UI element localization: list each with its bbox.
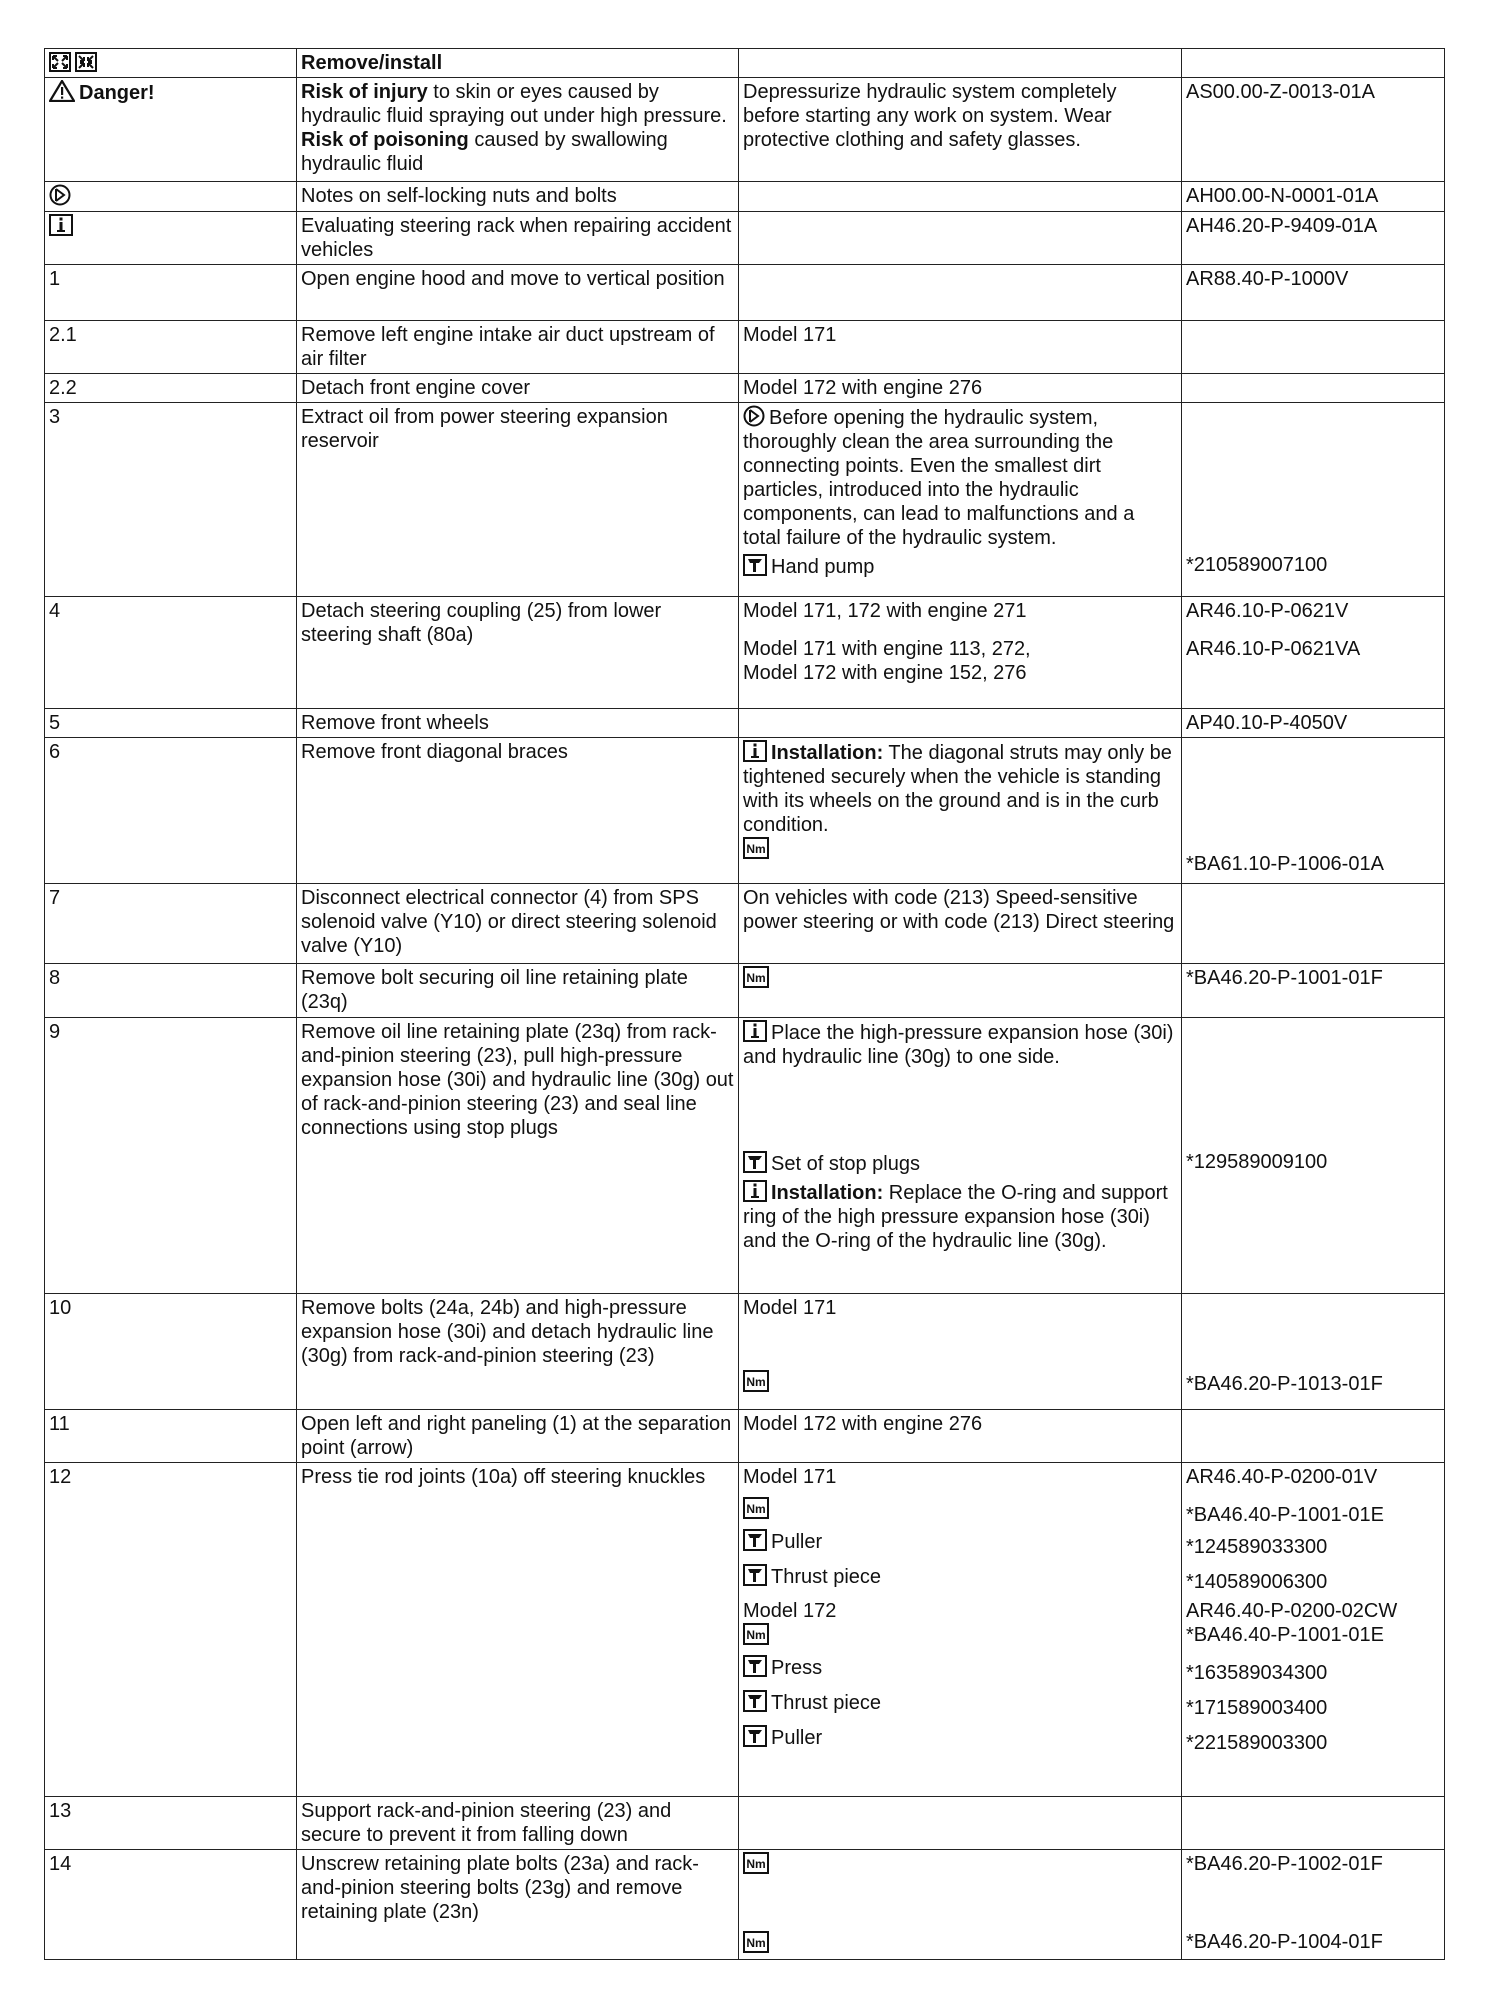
- info-icon: [743, 1020, 767, 1042]
- torque-ref: *BA46.20-P-1013-01F: [1186, 1373, 1383, 1395]
- tool-name: Puller: [771, 1727, 823, 1749]
- installation-label: Installation:: [771, 742, 884, 764]
- header-empty-3: [739, 49, 1182, 78]
- header-icons-cell: [45, 49, 297, 78]
- step-ref: [1182, 884, 1445, 964]
- ref-code: AR46.40-P-0200-02CW: [1186, 1600, 1398, 1622]
- tool-ref: *210589007100: [1186, 554, 1328, 576]
- step-ref: AP40.10-P-4050V: [1182, 709, 1445, 738]
- torque-ref: *BA46.40-P-1001-01E: [1186, 1504, 1384, 1526]
- torque-ref: *BA61.10-P-1006-01A: [1186, 853, 1384, 875]
- tool-ref: *221589003300: [1186, 1732, 1328, 1754]
- step-number: 14: [45, 1850, 297, 1960]
- warning-triangle-icon: [49, 80, 75, 102]
- tool-ref: *140589006300: [1186, 1571, 1328, 1593]
- tool-ref: *163589034300: [1186, 1662, 1328, 1684]
- step-number: 11: [45, 1410, 297, 1463]
- installation-note: The diagonal struts may only be tightened securely when the vehicle is standing with its wheels on the ground and is in the curb condition.: [743, 742, 1172, 836]
- torque-nm-icon: [743, 1497, 769, 1519]
- step-number: 3: [45, 403, 297, 597]
- step-text: Support rack-and-pinion steering (23) and secure to prevent it from falling down: [297, 1797, 739, 1850]
- info-icon: [743, 1180, 767, 1202]
- notes-ref: AH00.00-N-0001-01A: [1182, 182, 1445, 212]
- special-tool-icon: [743, 554, 767, 576]
- model-note: Model 171: [743, 1466, 837, 1488]
- special-tool-icon: [743, 1564, 767, 1586]
- header-empty-4: [1182, 49, 1445, 78]
- hydraulic-cleaning-note: Before opening the hydraulic system, thoroughly clean the area surrounding the connecting points. Even the smallest dirt particles, introduced into the hydraulic components, can lead to malfunctions and a total failure of the hydraulic system.: [743, 407, 1135, 549]
- step-number: 2.2: [45, 374, 297, 403]
- model-note: Model 172: [743, 1600, 837, 1622]
- danger-risk-cell: [297, 78, 739, 182]
- torque-ref: *BA46.20-P-1002-01F: [1186, 1853, 1383, 1875]
- info-ref: AH46.20-P-9409-01A: [1182, 212, 1445, 265]
- step-ref: [1182, 321, 1445, 374]
- expand-icon: [75, 52, 97, 72]
- nm-text: Nm: [746, 1375, 766, 1389]
- torque-nm-icon: [743, 966, 769, 988]
- step-row: [45, 1294, 1445, 1410]
- tool-name: Set of stop plugs: [771, 1153, 920, 1175]
- info-icon-cell: [45, 212, 297, 265]
- step-number: 1: [45, 265, 297, 321]
- model-note: Model 171, 172 with engine 271: [743, 600, 1027, 622]
- header-title: Remove/install: [297, 49, 739, 78]
- tool-ref: *129589009100: [1186, 1151, 1328, 1173]
- step-ref: [1182, 1294, 1445, 1410]
- ref-code: AR46.10-P-0621V: [1186, 600, 1349, 622]
- step-note: On vehicles with code (213) Speed-sensitive power steering or with code (213) Direct steering: [739, 884, 1182, 964]
- ref-code: AR46.40-P-0200-01V: [1186, 1466, 1378, 1488]
- step-row: [45, 1410, 1445, 1463]
- torque-nm-icon: [743, 837, 769, 859]
- step-note: [739, 1018, 1182, 1294]
- step-note: [739, 1850, 1182, 1960]
- step-ref: [1182, 1463, 1445, 1797]
- step-note: [739, 403, 1182, 597]
- self-locking-nut-icon: [49, 184, 71, 206]
- step-text: Press tie rod joints (10a) off steering knuckles: [297, 1463, 739, 1797]
- expand-icon: [49, 52, 71, 72]
- tool-ref: *171589003400: [1186, 1697, 1328, 1719]
- step-text: Open left and right paneling (1) at the separation point (arrow): [297, 1410, 739, 1463]
- special-tool-icon: [743, 1151, 767, 1173]
- step-note: Model 171: [739, 321, 1182, 374]
- danger-measure: Depressurize hydraulic system completely before starting any work on system. Wear protective clothing and safety glasses.: [739, 78, 1182, 182]
- info-text: Evaluating steering rack when repairing accident vehicles: [297, 212, 739, 265]
- step-row: [45, 1463, 1445, 1797]
- step-note: [739, 709, 1182, 738]
- notes-text: Notes on self-locking nuts and bolts: [297, 182, 739, 212]
- step-number: 10: [45, 1294, 297, 1410]
- step-text: Unscrew retaining plate bolts (23a) and rack-and-pinion steering bolts (23g) and remove retaining plate (23n): [297, 1850, 739, 1960]
- special-tool-icon: [743, 1690, 767, 1712]
- step-row: [45, 1797, 1445, 1850]
- step-text: Remove bolts (24a, 24b) and high-pressure expansion hose (30i) and detach hydraulic line (30g) from rack-and-pinion steering (23): [297, 1294, 739, 1410]
- step-text: Disconnect electrical connector (4) from SPS solenoid valve (Y10) or direct steering solenoid valve (Y10): [297, 884, 739, 964]
- step-ref: [1182, 597, 1445, 709]
- tool-name: Thrust piece: [771, 1566, 882, 1588]
- tool-name: Thrust piece: [771, 1692, 882, 1714]
- step-number: 9: [45, 1018, 297, 1294]
- step-note: [739, 738, 1182, 884]
- step-note: [739, 1797, 1182, 1850]
- torque-nm-icon: [743, 1370, 769, 1392]
- step-row: [45, 738, 1445, 884]
- info-icon: [743, 740, 767, 762]
- risk-injury-label: Risk of injury: [301, 81, 428, 103]
- step-ref: *BA46.20-P-1001-01F: [1182, 964, 1445, 1018]
- installation-note: Replace the O-ring and support ring of the high pressure expansion hose (30i) and the O-ring of the hydraulic line (30g).: [743, 1182, 1168, 1252]
- step-text: Detach front engine cover: [297, 374, 739, 403]
- torque-nm-icon: [743, 1931, 769, 1953]
- risk-injury-text: to skin or eyes caused by hydraulic fluid spraying out under high pressure.: [301, 81, 727, 127]
- tool-ref: *124589033300: [1186, 1536, 1328, 1558]
- special-tool-icon: [743, 1725, 767, 1747]
- step-row: [45, 265, 1445, 321]
- step-row: [45, 321, 1445, 374]
- nm-text: Nm: [746, 842, 766, 856]
- notes-empty: [739, 182, 1182, 212]
- step-row: [45, 403, 1445, 597]
- step-number: 5: [45, 709, 297, 738]
- step-number: 7: [45, 884, 297, 964]
- step-number: 2.1: [45, 321, 297, 374]
- step-row: [45, 1018, 1445, 1294]
- step-number: 4: [45, 597, 297, 709]
- tool-name: Hand pump: [771, 556, 875, 578]
- step-number: 6: [45, 738, 297, 884]
- step-ref: [1182, 1410, 1445, 1463]
- step-ref: [1182, 1018, 1445, 1294]
- step-number: 12: [45, 1463, 297, 1797]
- notes-row: [45, 182, 1445, 212]
- tool-name: Press: [771, 1657, 823, 1679]
- risk-poisoning-text: caused by swallowing hydraulic fluid: [301, 129, 668, 175]
- step-text: Remove left engine intake air duct upstream of air filter: [297, 321, 739, 374]
- ref-code: AR46.10-P-0621VA: [1186, 638, 1361, 660]
- step-ref: [1182, 403, 1445, 597]
- torque-ref: *BA46.40-P-1001-01E: [1186, 1624, 1384, 1646]
- step-ref: AR88.40-P-1000V: [1182, 265, 1445, 321]
- model-note: Model 171: [743, 1297, 837, 1319]
- step-note: Model 172 with engine 276: [739, 1410, 1182, 1463]
- step-note: [739, 265, 1182, 321]
- step-note: [739, 1294, 1182, 1410]
- step-ref: [1182, 1797, 1445, 1850]
- step-text: Remove front diagonal braces: [297, 738, 739, 884]
- installation-label: Installation:: [771, 1182, 884, 1204]
- special-tool-icon: [743, 1529, 767, 1551]
- danger-ref: AS00.00-Z-0013-01A: [1182, 78, 1445, 182]
- nm-text: Nm: [746, 971, 766, 985]
- special-tool-icon: [743, 1655, 767, 1677]
- step-text: Remove front wheels: [297, 709, 739, 738]
- step-ref: [1182, 738, 1445, 884]
- model-note: Model 172 with engine 152, 276: [743, 662, 1027, 684]
- self-locking-nut-icon: [743, 405, 765, 427]
- model-note: Model 171 with engine 113, 272,: [743, 638, 1031, 660]
- step-text: Detach steering coupling (25) from lower steering shaft (80a): [297, 597, 739, 709]
- nm-text: Nm: [746, 1857, 766, 1871]
- table-header-row: [45, 49, 1445, 78]
- torque-nm-icon: [743, 1852, 769, 1874]
- step-ref: [1182, 374, 1445, 403]
- tool-name: Puller: [771, 1531, 823, 1553]
- nm-text: Nm: [746, 1936, 766, 1950]
- nm-text: Nm: [746, 1628, 766, 1642]
- step-number: 13: [45, 1797, 297, 1850]
- step-row: [45, 964, 1445, 1018]
- step-text: Remove oil line retaining plate (23q) from rack-and-pinion steering (23), pull high-pressure expansion hose (30i) and hydraulic line (30g) out of rack-and-pinion steering (23) and seal line connections using stop plugs: [297, 1018, 739, 1294]
- step-text: Open engine hood and move to vertical position: [297, 265, 739, 321]
- step-note: [739, 597, 1182, 709]
- step-text: Extract oil from power steering expansion reservoir: [297, 403, 739, 597]
- step-ref: [1182, 1850, 1445, 1960]
- step-number: 8: [45, 964, 297, 1018]
- info-icon: [49, 214, 73, 236]
- nm-text: Nm: [746, 1502, 766, 1516]
- step-note: Model 172 with engine 276: [739, 374, 1182, 403]
- step-note: [739, 964, 1182, 1018]
- info-row: [45, 212, 1445, 265]
- step-text: Remove bolt securing oil line retaining plate (23q): [297, 964, 739, 1018]
- step-row: [45, 709, 1445, 738]
- step-row: [45, 1850, 1445, 1960]
- torque-nm-icon: [743, 1623, 769, 1645]
- torque-ref: *BA46.20-P-1004-01F: [1186, 1931, 1383, 1953]
- danger-label: Danger!: [79, 82, 155, 104]
- info-empty: [739, 212, 1182, 265]
- procedure-table: [44, 48, 1445, 1960]
- step-row: [45, 597, 1445, 709]
- notes-icon-cell: [45, 182, 297, 212]
- danger-row: [45, 78, 1445, 182]
- step-note: [739, 1463, 1182, 1797]
- danger-label-cell: [45, 78, 297, 182]
- step-row: [45, 374, 1445, 403]
- step-row: [45, 884, 1445, 964]
- hose-note: Place the high-pressure expansion hose (30i) and hydraulic line (30g) to one side.: [743, 1022, 1174, 1068]
- risk-poisoning-label: Risk of poisoning: [301, 129, 469, 151]
